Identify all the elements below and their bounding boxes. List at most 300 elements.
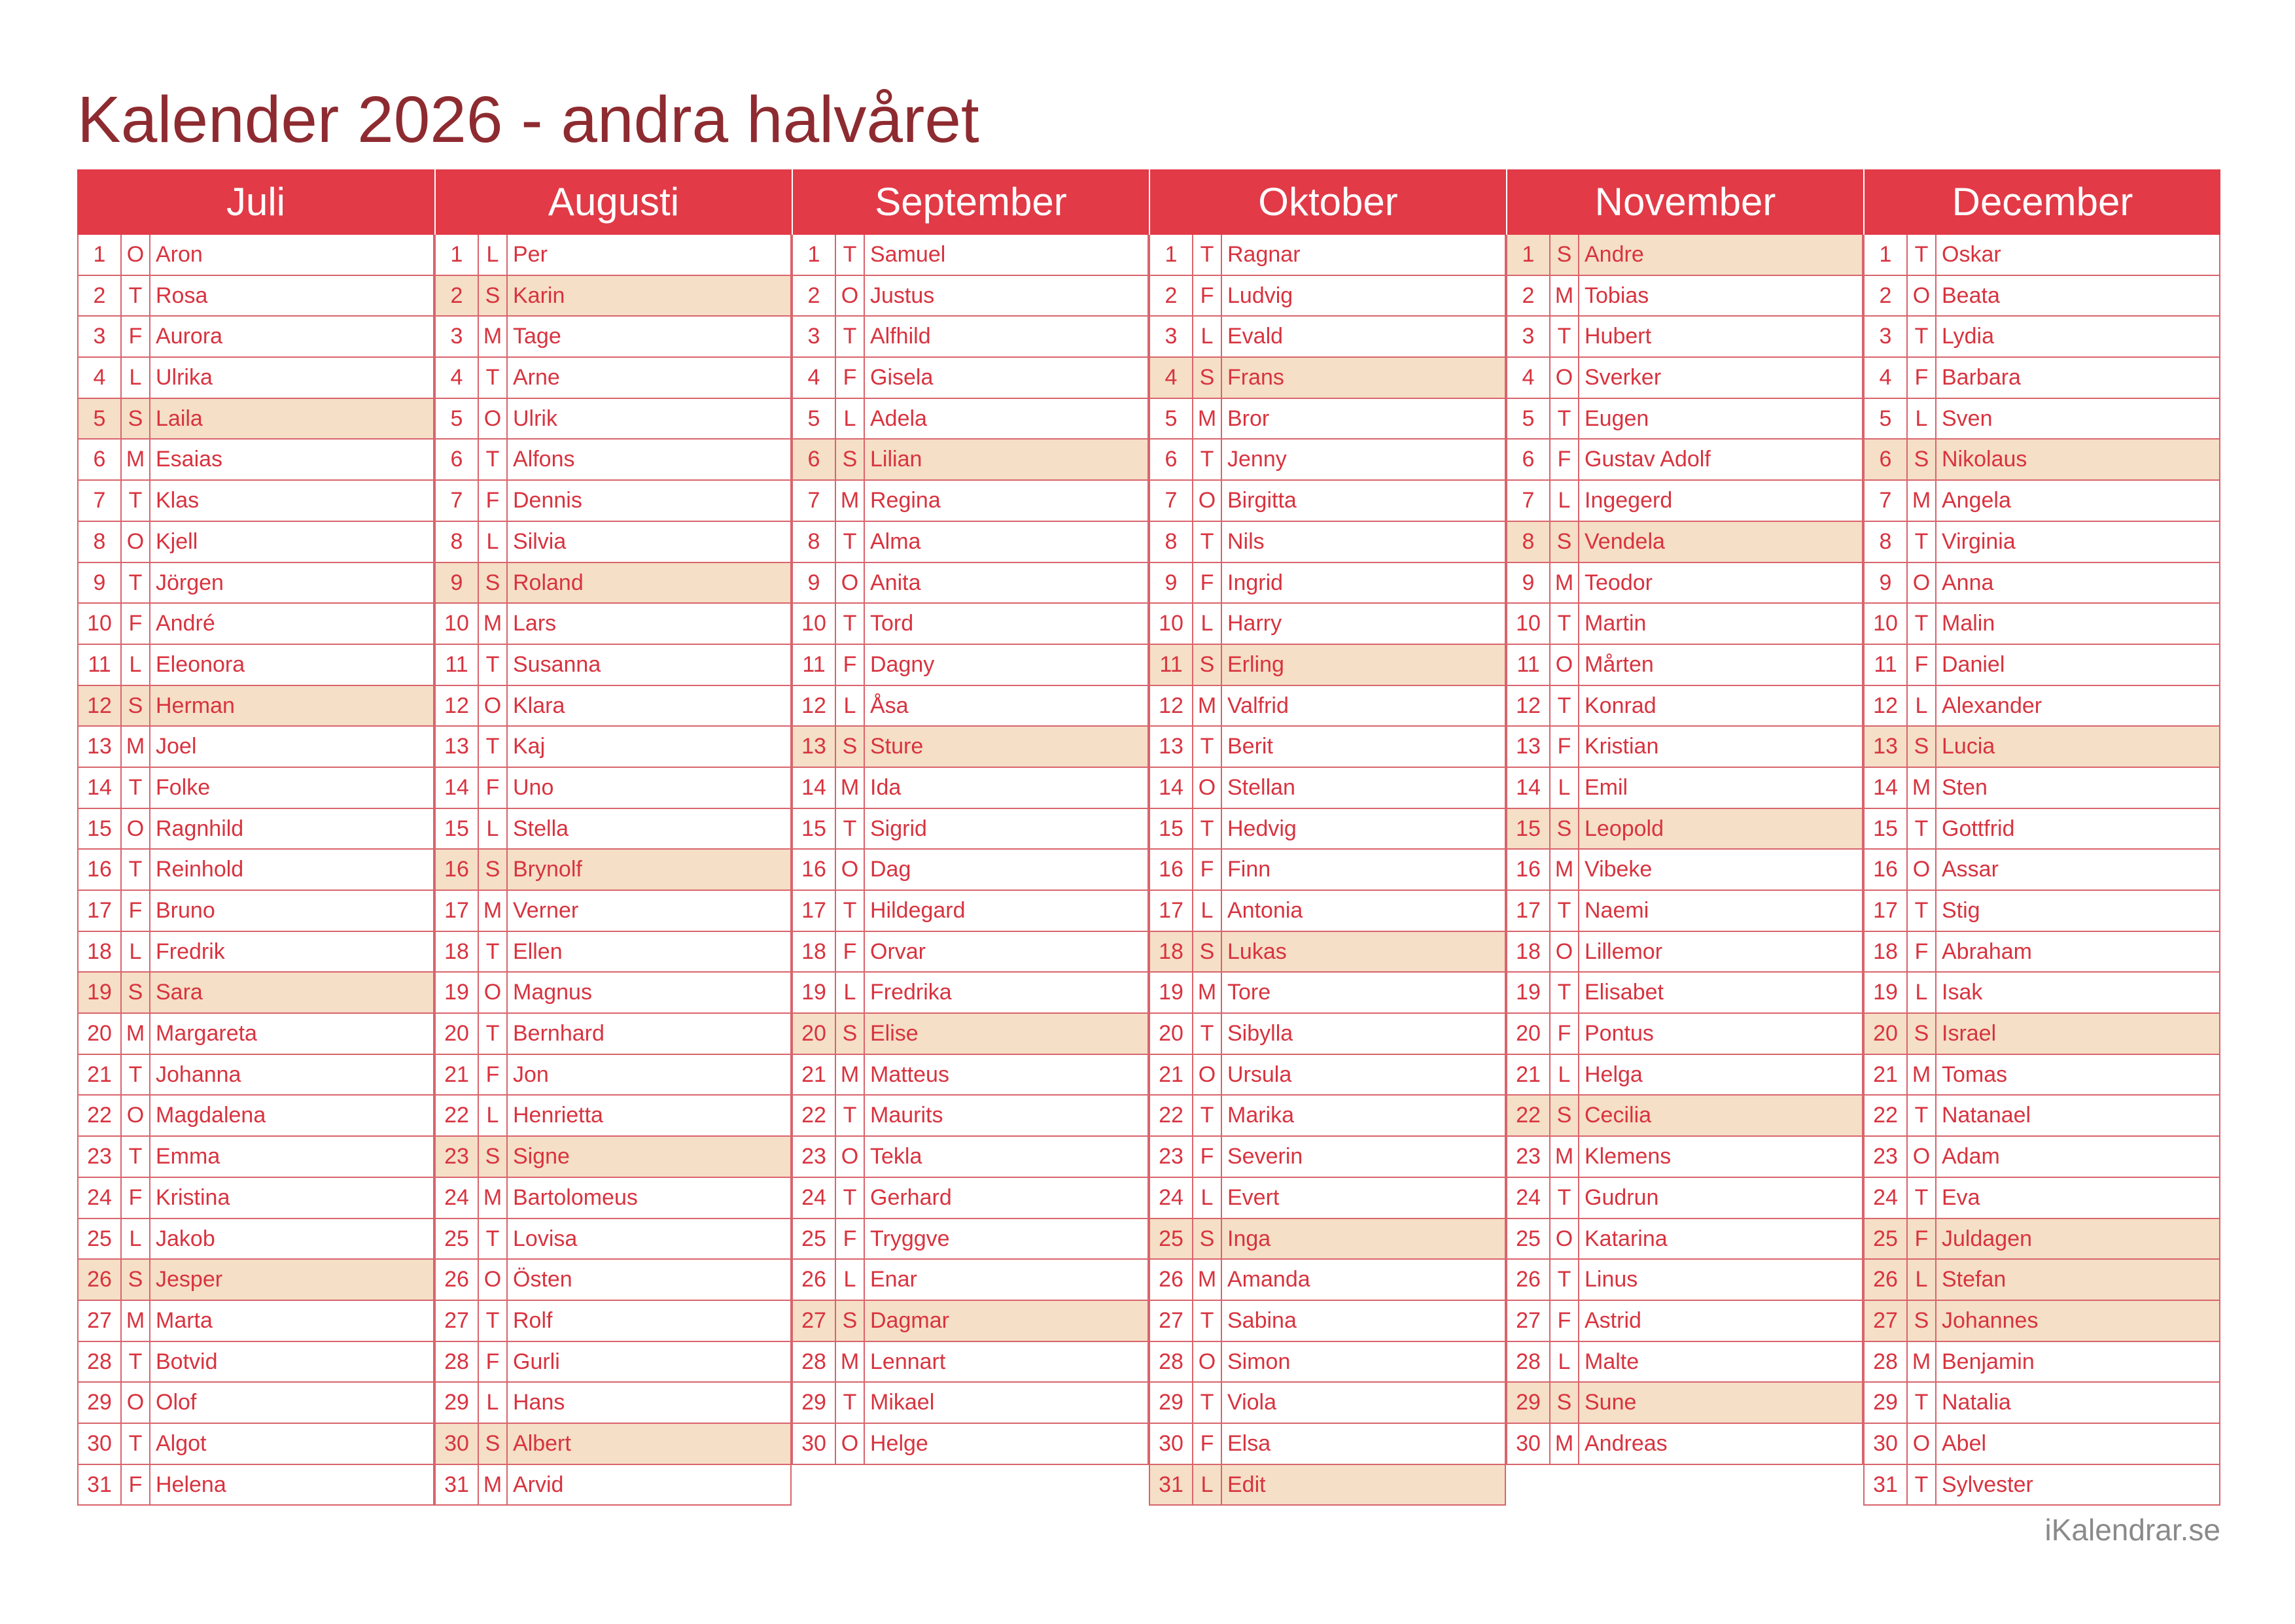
- day-row: [77, 850, 434, 891]
- month-column: [77, 169, 434, 1506]
- day-number: 7: [1507, 481, 1550, 521]
- day-number: 1: [1865, 235, 1908, 275]
- weekday-letter: O: [1908, 850, 1936, 890]
- weekday-letter: T: [1550, 317, 1579, 356]
- day-row: [1149, 1260, 1506, 1301]
- name-day: Bartolomeus: [513, 1184, 638, 1210]
- name-day: Kristina: [156, 1184, 230, 1210]
- day-number: 10: [793, 604, 836, 644]
- name-day: Teodor: [1585, 570, 1653, 595]
- day-row: [1863, 1014, 2220, 1055]
- name-day: Uno: [513, 774, 554, 800]
- day-row: [77, 235, 434, 276]
- weekday-letter: S: [1550, 1383, 1579, 1423]
- name-day: Marta: [156, 1307, 213, 1333]
- day-number: 6: [1865, 440, 1908, 479]
- day-row: [1506, 932, 1863, 973]
- day-number: 1: [1507, 235, 1550, 275]
- day-number: 8: [436, 522, 479, 562]
- day-number: 17: [436, 891, 479, 931]
- day-row: [1149, 932, 1506, 973]
- name-day: Arne: [513, 365, 560, 390]
- day-number: 25: [436, 1219, 479, 1259]
- day-row: [1506, 563, 1863, 604]
- weekday-letter: L: [479, 1096, 508, 1135]
- day-number: 27: [1150, 1301, 1193, 1341]
- weekday-letter: S: [1193, 645, 1222, 685]
- day-row: [792, 276, 1149, 317]
- weekday-letter: M: [1908, 1055, 1936, 1095]
- day-number: 22: [1865, 1096, 1908, 1135]
- month-column: [1506, 169, 1863, 1465]
- day-number: 11: [1865, 645, 1908, 685]
- day-row: [434, 1178, 792, 1219]
- day-row: [434, 1096, 792, 1137]
- day-number: 17: [1150, 891, 1193, 931]
- day-row: [792, 686, 1149, 727]
- day-row: [1149, 768, 1506, 809]
- weekday-letter: T: [122, 850, 150, 890]
- day-number: 27: [1507, 1301, 1550, 1341]
- day-number: 15: [1150, 809, 1193, 849]
- weekday-letter: L: [836, 686, 865, 726]
- day-row: [1506, 1301, 1863, 1342]
- day-row: [1149, 727, 1506, 768]
- day-number: 8: [793, 522, 836, 562]
- weekday-letter: O: [1550, 358, 1579, 398]
- day-number: 23: [1507, 1137, 1550, 1177]
- day-number: 6: [793, 440, 836, 479]
- weekday-letter: F: [1908, 358, 1936, 398]
- day-row: [1149, 276, 1506, 317]
- day-number: 28: [436, 1342, 479, 1382]
- name-day: Ursula: [1227, 1062, 1292, 1087]
- name-day: Ida: [870, 774, 902, 800]
- name-day: Stig: [1942, 898, 1980, 923]
- day-number: 17: [79, 891, 122, 931]
- day-row: [1506, 1342, 1863, 1383]
- day-row: [1863, 686, 2220, 727]
- day-number: 26: [1865, 1260, 1908, 1300]
- weekday-letter: M: [479, 317, 508, 356]
- name-day: Gurli: [513, 1349, 560, 1374]
- weekday-letter: T: [1193, 440, 1222, 479]
- day-number: 4: [79, 358, 122, 398]
- name-day: Simon: [1227, 1349, 1291, 1374]
- day-row: [1149, 1465, 1506, 1506]
- weekday-letter: L: [479, 1383, 508, 1423]
- day-number: 18: [1865, 932, 1908, 972]
- weekday-letter: T: [1908, 1178, 1936, 1218]
- day-row: [792, 1014, 1149, 1055]
- weekday-letter: T: [836, 809, 865, 849]
- name-day: Finn: [1227, 857, 1271, 882]
- day-number: 18: [79, 932, 122, 972]
- name-day: Adela: [870, 406, 927, 431]
- weekday-letter: O: [1193, 1342, 1222, 1382]
- day-number: 6: [436, 440, 479, 479]
- weekday-letter: T: [836, 891, 865, 931]
- day-number: 12: [436, 686, 479, 726]
- name-day: Margareta: [156, 1021, 257, 1046]
- day-row: [792, 399, 1149, 440]
- day-number: 30: [1865, 1424, 1908, 1464]
- weekday-letter: T: [479, 727, 508, 767]
- name-day: Helge: [870, 1430, 928, 1456]
- name-day: Assar: [1942, 857, 1999, 882]
- day-number: 3: [79, 317, 122, 356]
- name-day: Tord: [870, 611, 914, 636]
- day-number: 20: [793, 1014, 836, 1054]
- day-row: [434, 481, 792, 522]
- name-day: Lucia: [1942, 734, 1995, 759]
- weekday-letter: T: [1908, 809, 1936, 849]
- day-number: 6: [1507, 440, 1550, 479]
- day-row: [1149, 604, 1506, 645]
- weekday-letter: F: [122, 1465, 150, 1505]
- name-day: Dagny: [870, 651, 935, 677]
- name-day: Elise: [870, 1021, 919, 1046]
- day-row: [1149, 809, 1506, 850]
- name-day: Hubert: [1585, 324, 1652, 349]
- weekday-letter: O: [1550, 932, 1579, 972]
- weekday-letter: O: [1550, 645, 1579, 685]
- day-number: 8: [1150, 522, 1193, 562]
- day-row: [792, 1383, 1149, 1424]
- day-number: 9: [1150, 563, 1193, 603]
- day-row: [1863, 932, 2220, 973]
- weekday-letter: T: [1908, 1383, 1936, 1423]
- day-number: 21: [1507, 1055, 1550, 1095]
- name-day: Albert: [513, 1430, 571, 1456]
- day-number: 14: [1150, 768, 1193, 808]
- weekday-letter: F: [1550, 1014, 1579, 1054]
- day-number: 4: [1150, 358, 1193, 398]
- weekday-letter: M: [1550, 850, 1579, 890]
- day-row: [434, 563, 792, 604]
- day-number: 24: [1507, 1178, 1550, 1218]
- weekday-letter: S: [1193, 1219, 1222, 1259]
- name-day: Lennart: [870, 1349, 946, 1374]
- weekday-letter: T: [122, 276, 150, 316]
- day-row: [1506, 1219, 1863, 1260]
- weekday-letter: O: [1908, 1137, 1936, 1177]
- weekday-letter: S: [836, 727, 865, 767]
- name-day: Ulrik: [513, 406, 557, 431]
- weekday-letter: O: [836, 1137, 865, 1177]
- day-number: 4: [436, 358, 479, 398]
- name-day: Eleonora: [156, 651, 245, 677]
- day-number: 16: [1865, 850, 1908, 890]
- name-day: Klemens: [1585, 1144, 1672, 1169]
- name-day: Kristian: [1585, 734, 1659, 759]
- day-row: [1863, 809, 2220, 850]
- day-row: [77, 604, 434, 645]
- day-number: 11: [1507, 645, 1550, 685]
- month-header: Oktober: [1149, 169, 1506, 235]
- calendar-grid: [77, 169, 2220, 1510]
- day-number: 23: [1150, 1137, 1193, 1177]
- day-row: [1863, 973, 2220, 1014]
- day-row: [1506, 973, 1863, 1014]
- weekday-letter: M: [122, 1014, 150, 1054]
- name-day: Bernhard: [513, 1021, 604, 1046]
- name-day: Dag: [870, 857, 911, 882]
- day-row: [792, 1096, 1149, 1137]
- day-row: [434, 1424, 792, 1465]
- name-day: Rosa: [156, 283, 208, 308]
- weekday-letter: S: [836, 1014, 865, 1054]
- name-day: Per: [513, 242, 548, 267]
- day-row: [434, 809, 792, 850]
- name-day: Evert: [1227, 1184, 1280, 1210]
- weekday-letter: T: [1550, 604, 1579, 644]
- day-number: 6: [79, 440, 122, 479]
- name-day: Roland: [513, 570, 584, 595]
- day-number: 31: [1865, 1465, 1908, 1505]
- weekday-letter: S: [479, 850, 508, 890]
- day-number: 29: [1150, 1383, 1193, 1423]
- day-row: [1506, 1055, 1863, 1096]
- name-day: Sabina: [1227, 1307, 1297, 1333]
- weekday-letter: M: [122, 727, 150, 767]
- day-row: [1506, 1014, 1863, 1055]
- day-number: 27: [1865, 1301, 1908, 1341]
- weekday-letter: T: [479, 645, 508, 685]
- weekday-letter: M: [1550, 1424, 1579, 1464]
- day-number: 28: [793, 1342, 836, 1382]
- weekday-letter: O: [1908, 563, 1936, 603]
- day-row: [1506, 358, 1863, 399]
- day-row: [1149, 1014, 1506, 1055]
- weekday-letter: L: [1193, 1178, 1222, 1218]
- day-number: 3: [793, 317, 836, 356]
- day-row: [1863, 1383, 2220, 1424]
- name-day: Sigrid: [870, 816, 927, 841]
- weekday-letter: S: [479, 1424, 508, 1464]
- day-number: 24: [436, 1178, 479, 1218]
- name-day: Virginia: [1942, 528, 2016, 554]
- name-day: Helena: [156, 1472, 226, 1497]
- weekday-letter: T: [122, 1055, 150, 1095]
- name-day: Lovisa: [513, 1226, 578, 1251]
- name-day: Hedvig: [1227, 816, 1297, 841]
- weekday-letter: L: [1550, 1342, 1579, 1382]
- weekday-letter: L: [122, 358, 150, 398]
- day-row: [1506, 317, 1863, 358]
- day-number: 2: [79, 276, 122, 316]
- day-row: [77, 317, 434, 358]
- day-row: [792, 1260, 1149, 1301]
- weekday-letter: T: [1908, 604, 1936, 644]
- name-day: Leopold: [1585, 816, 1664, 841]
- day-number: 15: [436, 809, 479, 849]
- weekday-letter: L: [1193, 891, 1222, 931]
- name-day: Valfrid: [1227, 693, 1289, 718]
- day-row: [1149, 481, 1506, 522]
- day-number: 8: [1507, 522, 1550, 562]
- day-row: [77, 1178, 434, 1219]
- weekday-letter: S: [122, 399, 150, 439]
- day-row: [434, 768, 792, 809]
- name-day: Tomas: [1942, 1062, 2008, 1087]
- day-row: [434, 399, 792, 440]
- weekday-letter: S: [479, 1137, 508, 1177]
- day-row: [792, 973, 1149, 1014]
- day-number: 28: [79, 1342, 122, 1382]
- day-row: [434, 645, 792, 686]
- weekday-letter: F: [1908, 932, 1936, 972]
- day-number: 24: [1150, 1178, 1193, 1218]
- weekday-letter: T: [122, 768, 150, 808]
- day-row: [792, 1301, 1149, 1342]
- day-number: 20: [1150, 1014, 1193, 1054]
- day-number: 26: [436, 1260, 479, 1300]
- name-day: Ingegerd: [1585, 488, 1673, 513]
- name-day: Israel: [1942, 1021, 1997, 1046]
- day-number: 24: [793, 1178, 836, 1218]
- weekday-letter: O: [122, 522, 150, 562]
- day-row: [792, 235, 1149, 276]
- day-row: [434, 604, 792, 645]
- month-column: [434, 169, 792, 1506]
- weekday-letter: L: [1550, 768, 1579, 808]
- day-number: 12: [1507, 686, 1550, 726]
- name-day: Jon: [513, 1062, 549, 1087]
- month-header: Augusti: [434, 169, 792, 235]
- day-number: 11: [79, 645, 122, 685]
- day-row: [77, 1096, 434, 1137]
- day-number: 21: [793, 1055, 836, 1095]
- day-row: [77, 440, 434, 481]
- weekday-letter: F: [122, 1178, 150, 1218]
- day-number: 29: [436, 1383, 479, 1423]
- name-day: Andre: [1585, 242, 1644, 267]
- name-day: Anita: [870, 570, 921, 595]
- weekday-letter: M: [836, 481, 865, 521]
- weekday-letter: O: [836, 1424, 865, 1464]
- day-row: [1506, 809, 1863, 850]
- day-row: [1149, 399, 1506, 440]
- day-row: [1863, 891, 2220, 932]
- month-header: Juli: [77, 169, 434, 235]
- day-row: [434, 276, 792, 317]
- weekday-letter: L: [1193, 1465, 1222, 1505]
- day-row: [1506, 1260, 1863, 1301]
- name-day: Jörgen: [156, 570, 224, 595]
- day-number: 25: [793, 1219, 836, 1259]
- weekday-letter: T: [479, 440, 508, 479]
- weekday-letter: O: [479, 1260, 508, 1300]
- day-row: [434, 317, 792, 358]
- name-day: Sten: [1942, 774, 1988, 800]
- weekday-letter: F: [122, 604, 150, 644]
- name-day: Tryggve: [870, 1226, 950, 1251]
- day-row: [1149, 1178, 1506, 1219]
- day-number: 21: [1865, 1055, 1908, 1095]
- day-number: 19: [436, 973, 479, 1012]
- day-number: 9: [436, 563, 479, 603]
- weekday-letter: T: [479, 1301, 508, 1341]
- name-day: Severin: [1227, 1144, 1303, 1169]
- day-number: 21: [79, 1055, 122, 1095]
- name-day: Inga: [1227, 1226, 1271, 1251]
- weekday-letter: T: [122, 1342, 150, 1382]
- day-number: 14: [1865, 768, 1908, 808]
- day-row: [792, 481, 1149, 522]
- weekday-letter: L: [1550, 1055, 1579, 1095]
- name-day: Alexander: [1942, 693, 2042, 718]
- name-day: Gudrun: [1585, 1184, 1659, 1210]
- day-number: 3: [436, 317, 479, 356]
- day-number: 10: [1865, 604, 1908, 644]
- day-number: 2: [1150, 276, 1193, 316]
- day-row: [792, 1219, 1149, 1260]
- day-number: 31: [79, 1465, 122, 1505]
- weekday-letter: F: [1550, 440, 1579, 479]
- name-day: Jenny: [1227, 447, 1287, 472]
- day-row: [1506, 1178, 1863, 1219]
- name-day: Linus: [1585, 1267, 1638, 1292]
- name-day: Pontus: [1585, 1021, 1654, 1046]
- weekday-letter: M: [479, 1178, 508, 1218]
- weekday-letter: T: [1908, 235, 1936, 275]
- name-day: Sibylla: [1227, 1021, 1293, 1046]
- weekday-letter: T: [122, 1137, 150, 1177]
- day-number: 26: [1150, 1260, 1193, 1300]
- name-day: Aurora: [156, 324, 223, 349]
- day-number: 11: [793, 645, 836, 685]
- weekday-letter: M: [1908, 1342, 1936, 1382]
- day-row: [77, 1260, 434, 1301]
- day-row: [1506, 604, 1863, 645]
- day-row: [1506, 727, 1863, 768]
- weekday-letter: M: [1193, 686, 1222, 726]
- day-row: [434, 522, 792, 563]
- weekday-letter: S: [479, 563, 508, 603]
- day-row: [792, 1178, 1149, 1219]
- day-number: 22: [79, 1096, 122, 1135]
- day-number: 3: [1507, 317, 1550, 356]
- weekday-letter: S: [1908, 440, 1936, 479]
- weekday-letter: M: [479, 1465, 508, 1505]
- day-row: [77, 481, 434, 522]
- name-day: Katarina: [1585, 1226, 1668, 1251]
- name-day: Rolf: [513, 1307, 553, 1333]
- name-day: Hildegard: [870, 898, 966, 923]
- name-day: Regina: [870, 488, 941, 513]
- weekday-letter: O: [122, 235, 150, 275]
- day-row: [1149, 1383, 1506, 1424]
- name-day: Eva: [1942, 1184, 1980, 1210]
- day-row: [1506, 522, 1863, 563]
- name-day: Verner: [513, 898, 579, 923]
- name-day: Sven: [1942, 406, 1993, 431]
- day-number: 13: [436, 727, 479, 767]
- name-day: Konrad: [1585, 693, 1656, 718]
- day-row: [1149, 1055, 1506, 1096]
- day-row: [792, 809, 1149, 850]
- day-row: [1506, 399, 1863, 440]
- day-number: 9: [1865, 563, 1908, 603]
- day-number: 16: [1150, 850, 1193, 890]
- name-day: Ragnar: [1227, 242, 1301, 267]
- day-row: [77, 932, 434, 973]
- name-day: Barbara: [1942, 365, 2021, 390]
- name-day: Frans: [1227, 365, 1284, 390]
- name-day: Dagmar: [870, 1307, 949, 1333]
- day-row: [77, 1055, 434, 1096]
